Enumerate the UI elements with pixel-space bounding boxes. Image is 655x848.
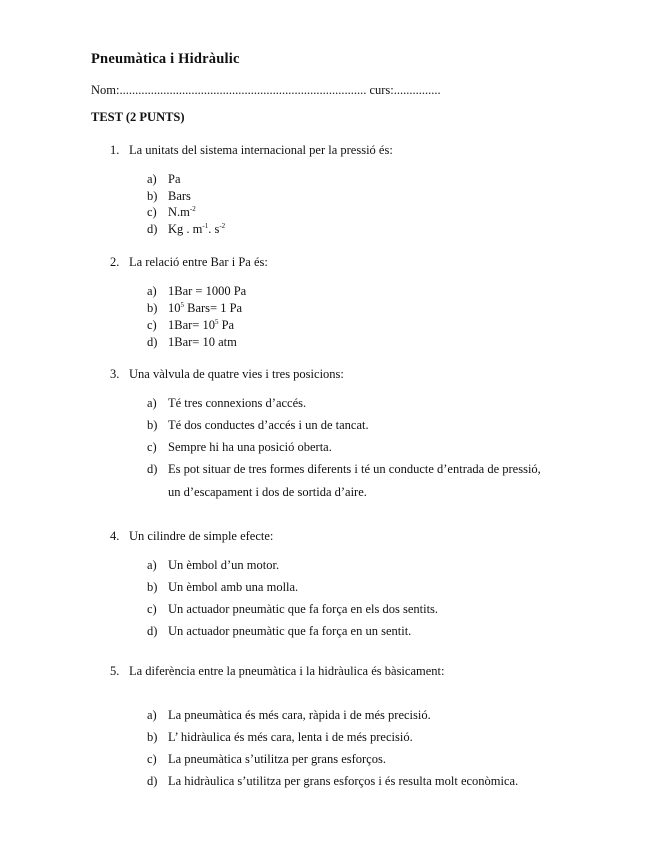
section-heading: TEST (2 PUNTS) — [91, 110, 185, 124]
question-text: Una vàlvula de quatre vies i tres posicions: — [129, 367, 344, 381]
option-letter: d) — [147, 462, 158, 476]
question-text: Un cilindre de simple efecte: — [129, 529, 274, 543]
option-letter: c) — [147, 318, 157, 332]
superscript: 5 — [214, 318, 219, 326]
option-letter: b) — [147, 580, 158, 594]
option-letter: d) — [147, 335, 158, 349]
option-text: 1Bar = 1000 Pa — [168, 284, 247, 298]
option-letter: a) — [147, 396, 157, 410]
superscript: -2 — [219, 222, 226, 230]
option-letter: b) — [147, 301, 158, 315]
option-text: Un actuador pneumàtic que fa força en un sentit. — [168, 624, 412, 638]
option-text: Kg . $m^{-1}$. $s^{-2}$ — [168, 222, 226, 236]
option-text: Un èmbol amb una molla. — [168, 580, 299, 594]
option-text: La pneumàtica s’utilitza per grans esforços. — [168, 752, 386, 766]
page-title: Pneumàtica i Hidràulic — [91, 51, 240, 67]
option-text: $N.m^{-2}$ — [168, 205, 196, 219]
option-text: Un actuador pneumàtic que fa força en els dos sentits. — [168, 602, 439, 616]
option-text: Sempre hi ha una posició oberta. — [168, 440, 332, 454]
option-text: un d’escapament i dos de sortida d’aire. — [168, 485, 367, 499]
question-text: La diferència entre la pneumàtica i la hidràulica és bàsicament: — [129, 664, 445, 678]
question-text: La unitats del sistema internacional per la pressió és: — [129, 143, 393, 157]
option-text: Té dos conductes d’accés i un de tancat. — [168, 418, 369, 432]
question-number: 4. — [110, 529, 120, 543]
option-text: Un èmbol d’un motor. — [168, 558, 280, 572]
option-text: Té tres connexions d’accés. — [168, 396, 307, 410]
option-text: La hidràulica s’utilitza per grans esforços i és resulta molt econòmica. — [168, 774, 519, 788]
option-letter: d) — [147, 222, 158, 236]
option-text: La pneumàtica és més cara, ràpida i de més precisió. — [168, 708, 431, 722]
option-letter: a) — [147, 172, 157, 186]
option-letter: b) — [147, 418, 158, 432]
option-letter: d) — [147, 774, 158, 788]
option-text: L’ hidràulica és més cara, lenta i de més precisió. — [168, 730, 413, 744]
superscript: -1 — [202, 222, 209, 230]
option-letter: c) — [147, 752, 157, 766]
question-text: La relació entre Bar i Pa és: — [129, 255, 268, 269]
question-number: 1. — [110, 143, 120, 157]
option-text: Pa — [168, 172, 181, 186]
superscript: 5 — [180, 301, 184, 309]
question-number: 3. — [110, 367, 120, 381]
option-letter: a) — [147, 558, 157, 572]
superscript: -2 — [189, 205, 196, 213]
option-letter: c) — [147, 602, 157, 616]
option-text: Bars — [168, 189, 191, 203]
option-text: $10^5$ Bars= 1 Pa — [168, 301, 243, 315]
option-text: Es pot situar de tres formes diferents i té un conducte d’entrada de pressió, — [168, 462, 541, 476]
question-number: 2. — [110, 255, 120, 269]
option-letter: b) — [147, 189, 158, 203]
option-text: 1Bar= 10 atm — [168, 335, 237, 349]
option-letter: c) — [147, 440, 157, 454]
option-letter: d) — [147, 624, 158, 638]
option-text: $1Bar= 10^5$ Pa — [168, 318, 235, 332]
name-course-line: Nom:............................................................................... curs:............... — [91, 83, 441, 97]
option-letter: a) — [147, 708, 157, 722]
option-letter: a) — [147, 284, 157, 298]
option-letter: c) — [147, 205, 157, 219]
question-number: 5. — [110, 664, 120, 678]
option-letter: b) — [147, 730, 158, 744]
